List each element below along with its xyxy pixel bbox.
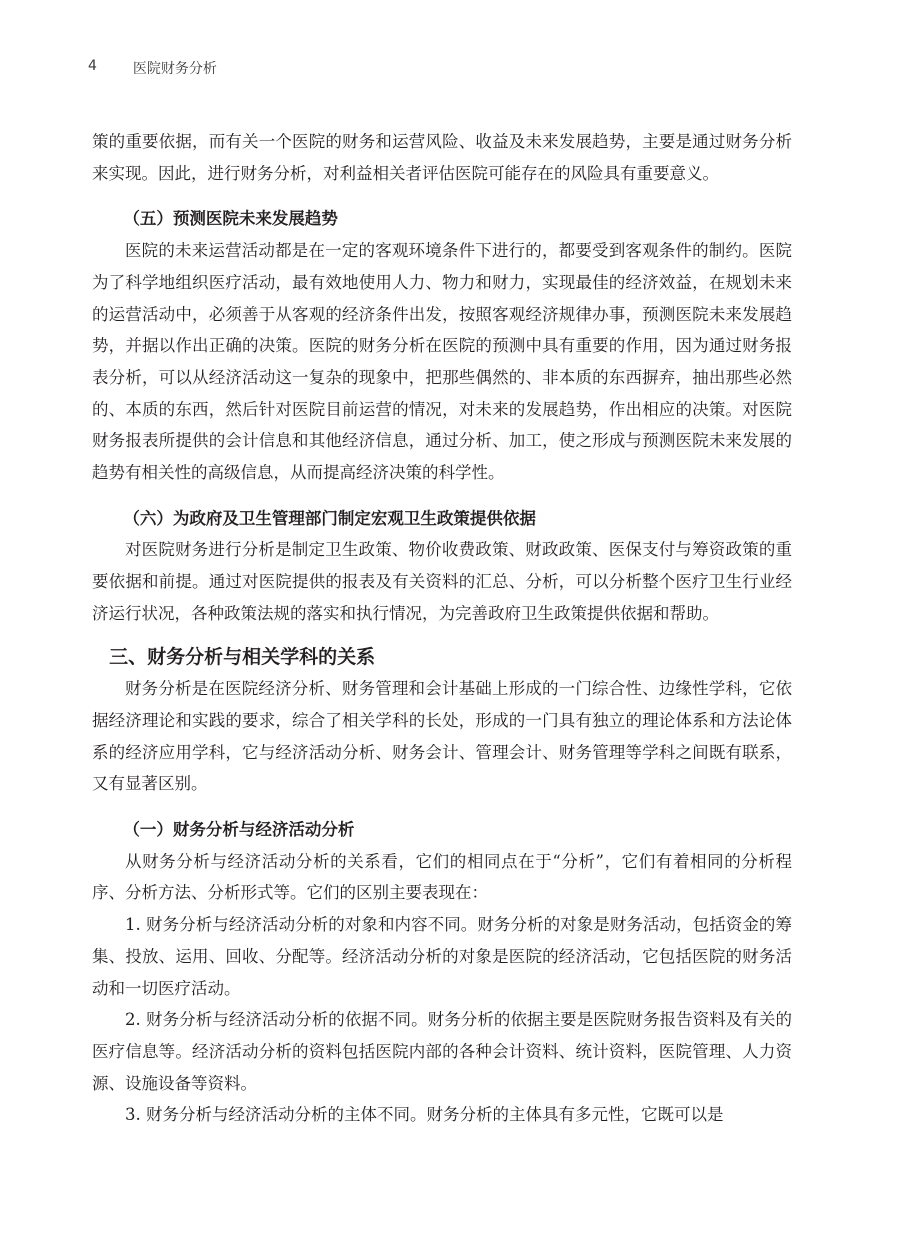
- list-item-3: 3. 财务分析与经济活动分析的主体不同。财务分析的主体具有多元性，它既可以是: [125, 1105, 724, 1125]
- subheading-six: （六）为政府及卫生管理部门制定宏观卫生政策提供依据: [123, 508, 536, 528]
- paragraph-intro: 策的重要依据，而有关一个医院的财务和运营风险、收益及未来发展趋势，主要是通过财务分析来实现。因此，进行财务分析，对利益相关者评估医院可能存在的风险具有重要意义。: [92, 132, 792, 183]
- page-body: [92, 126, 792, 1131]
- list-item-1: 1. 财务分析与经济活动分析的对象和内容不同。财务分析的对象是财务活动，包括资金的筹集、投放、运用、回收、分配等。经济活动分析的对象是医院的经济活动，它包括医院的财务活动和一切医疗活动。: [92, 915, 792, 998]
- subheading-five: （五）预测医院未来发展趋势: [123, 209, 338, 229]
- paragraph-three: 财务分析是在医院经济分析、财务管理和会计基础上形成的一门综合性、边缘性学科，它依据经济理论和实践的要求，综合了相关学科的长处，形成的一门具有独立的理论体系和方法论体系的经济应用学科，它与经济活动分析、财务会计、管理会计、财务管理等学科之间既有联系，又有显著区别。: [92, 679, 792, 794]
- paragraph-six: 对医院财务进行分析是制定卫生政策、物价收费政策、财政政策、医保支付与筹资政策的重要依据和前提。通过对医院提供的报表及有关资料的汇总、分析，可以分析整个医疗卫生行业经济运行状况，各种政策法规的落实和执行情况，为完善政府卫生政策提供依据和帮助。: [92, 540, 792, 623]
- paragraph-one: 从财务分析与经济活动分析的关系看，它们的相同点在于“分析”，它们有着相同的分析程序、分析方法、分析形式等。它们的区别主要表现在：: [92, 851, 792, 903]
- running-title: 医院财务分析: [132, 61, 217, 77]
- subheading-one: （一）财务分析与经济活动分析: [123, 820, 355, 840]
- paragraph-five: 医院的未来运营活动都是在一定的客观环境条件下进行的，都要受到客观条件的制约。医院为了科学地组织医疗活动，最有效地使用人力、物力和财力，实现最佳的经济效益，在规划未来的运营活动中，必须善于从客观的经济条件出发，按照客观经济规律办事，预测医院未来发展趋势，并据以作出正确的决策。医院的财务分析在医院的预测中具有重要的作用，因为通过财务报表分析，可以从经济活动这一复杂的现象中，把那些偶然的、非本质的东西摒弃，抽出那些必然的、本质的东西，然后针对医院目前运营的情况，对未来的发展趋势，作出相应的决策。对医院财务报表所提供的会计信息和其他经济信息，通过分析、加工，使之形成与预测医院未来发展的趋势有相关性的高级信息，从而提高经济决策的科学性。: [92, 241, 792, 483]
- page-number: 4: [88, 58, 97, 74]
- section-heading-three: 三、财务分析与相关学科的关系: [109, 645, 376, 668]
- running-head: [88, 58, 217, 78]
- list-item-2: 2. 财务分析与经济活动分析的依据不同。财务分析的依据主要是医院财务报告资料及有关的医疗信息等。经济活动分析的资料包括医院内部的各种会计资料、统计资料，医院管理、人力资源、设施设备等资料。: [92, 1010, 792, 1093]
